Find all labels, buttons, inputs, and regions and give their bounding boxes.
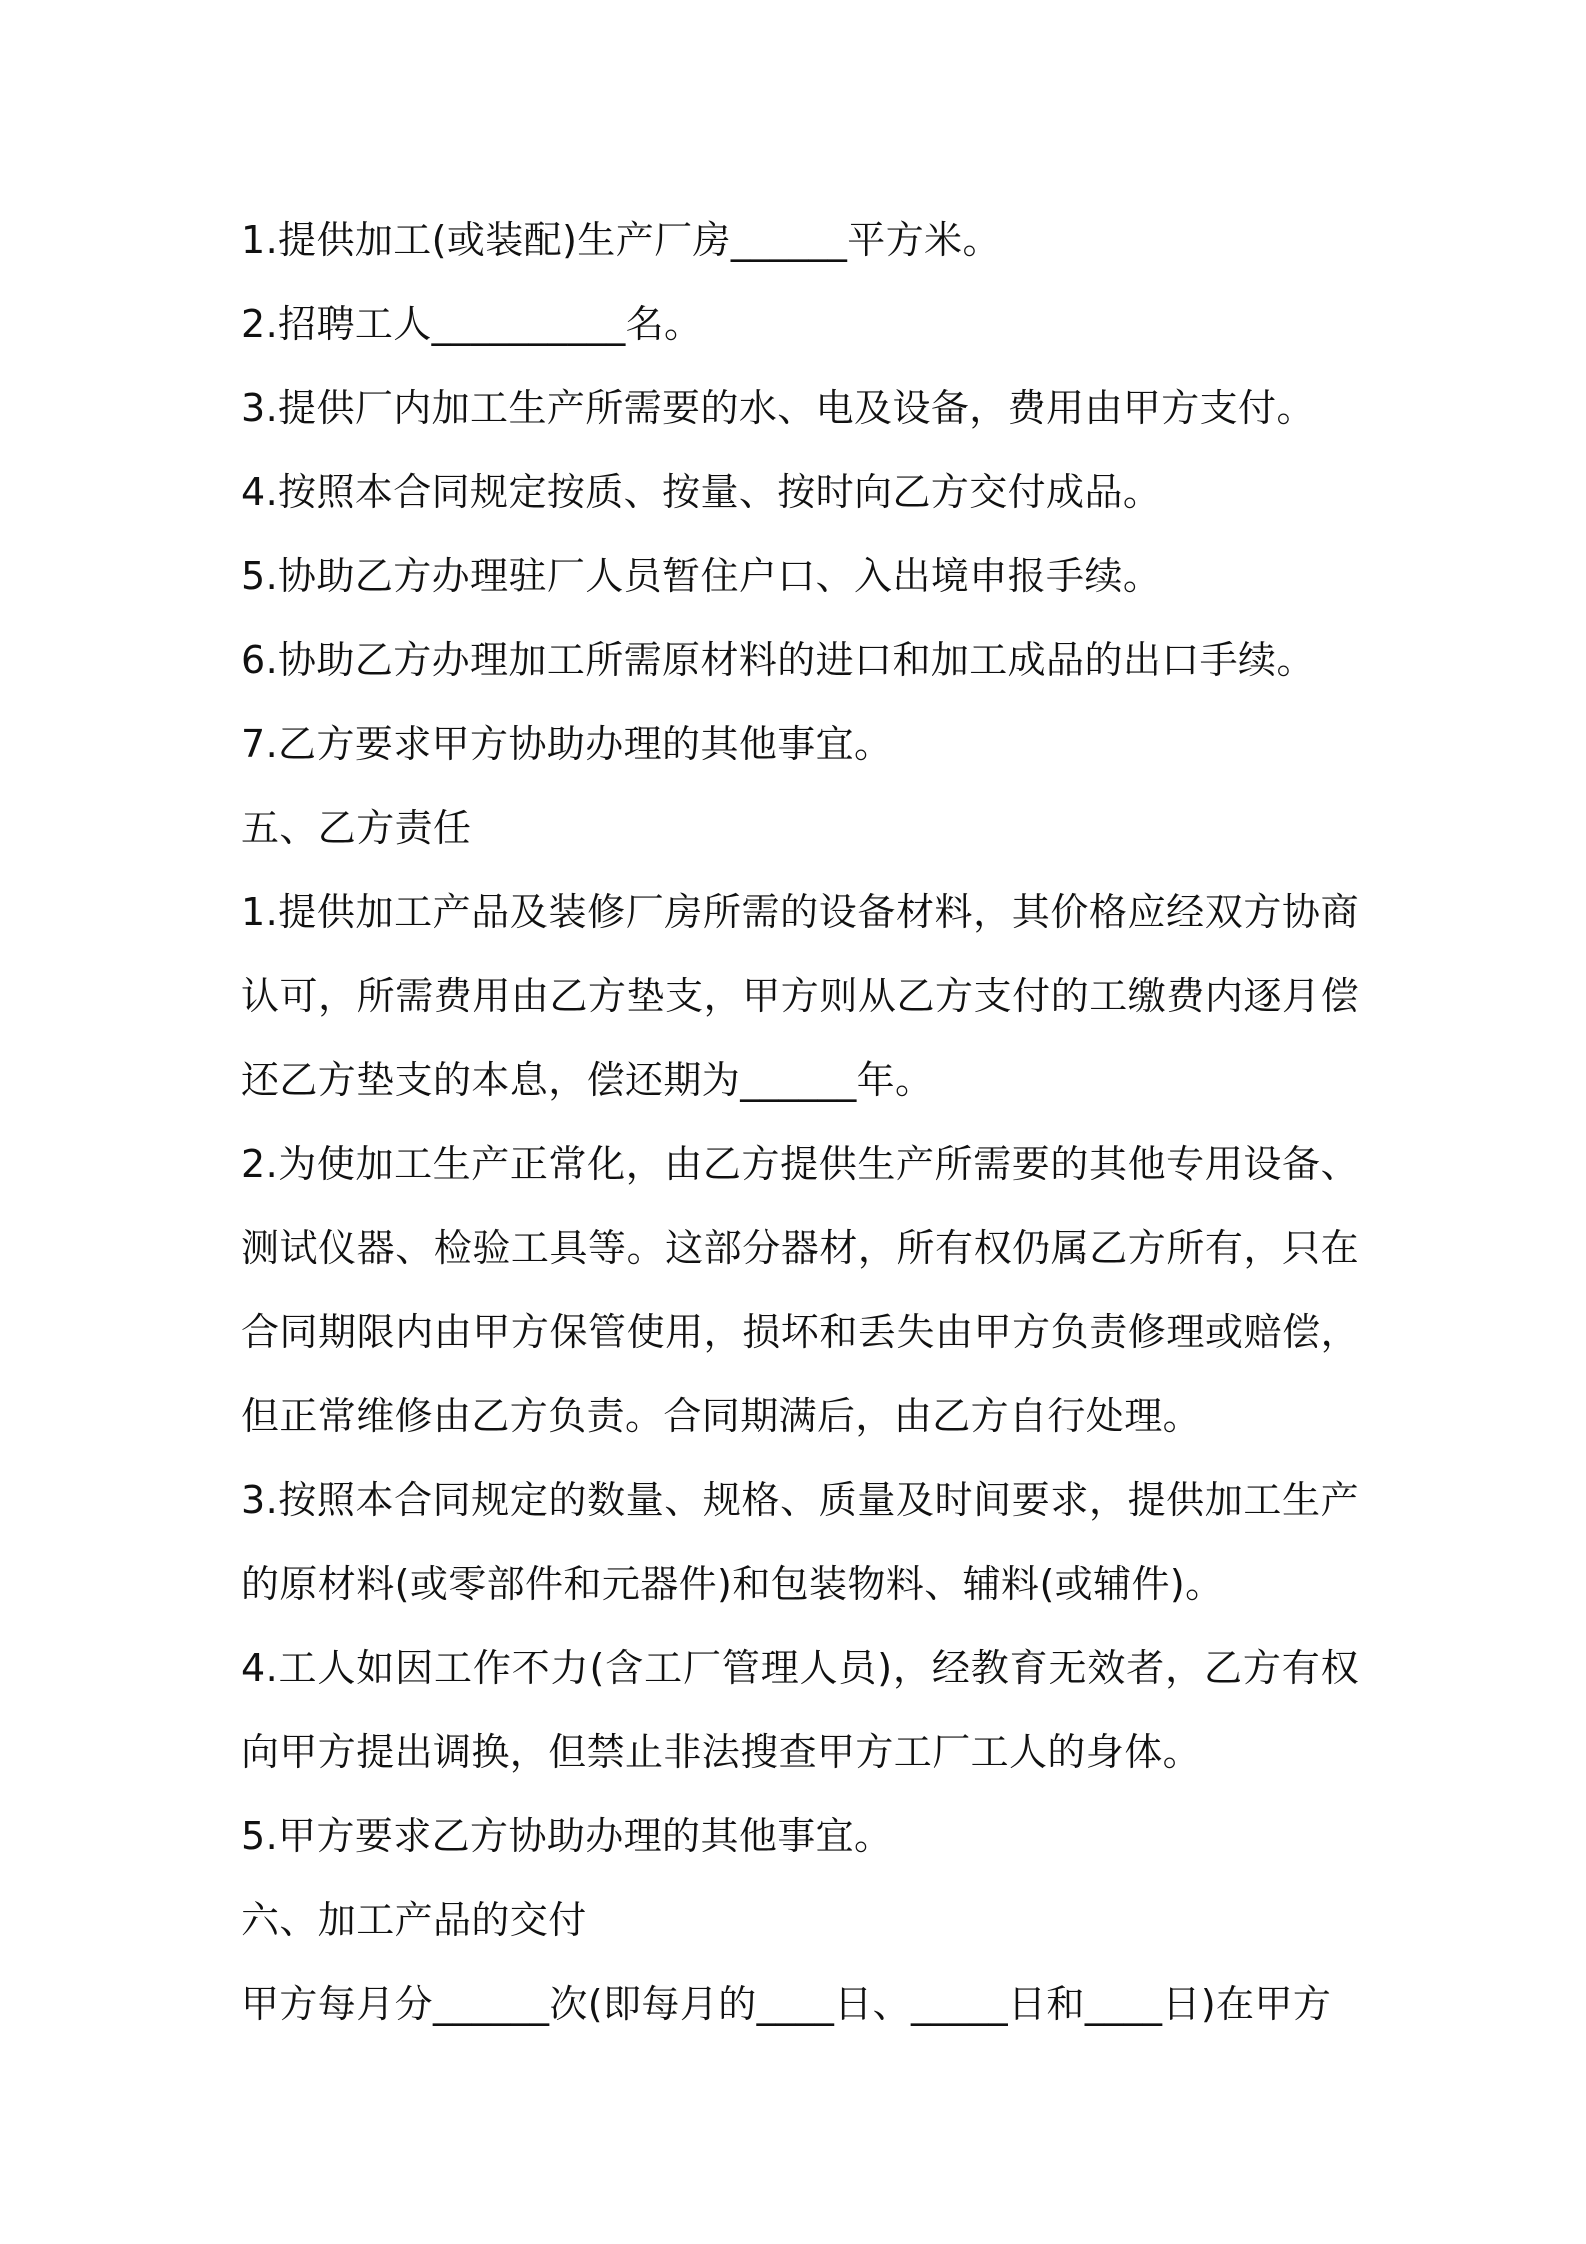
- clause-item-2: 2.招聘工人__________名。: [241, 302, 703, 346]
- delivery-paragraph: 甲方每月分______次(即每月的____日、_____日和____日)在甲方: [241, 1982, 1332, 2026]
- section-heading-delivery: 六、加工产品的交付: [241, 1898, 587, 1942]
- clause-item-6: 6.协助乙方办理加工所需原材料的进口和加工成品的出口手续。: [241, 638, 1315, 682]
- party-b-clause-2: 2.为使加工生产正常化，由乙方提供生产所需要的其他专用设备、测试仪器、检验工具等。这部分器材，所有权仍属乙方所有，只在合同期限内由甲方保管使用，损坏和丢失由甲方负责修理或赔偿，但正常维修由乙方负责。合同期满后，由乙方自行处理。: [241, 1142, 1359, 1438]
- clause-item-3: 3.提供厂内加工生产所需要的水、电及设备，费用由甲方支付。: [241, 386, 1315, 430]
- party-b-clause-4: 4.工人如因工作不力(含工厂管理人员)，经教育无效者，乙方有权向甲方提出调换，但禁止非法搜查甲方工厂工人的身体。: [241, 1646, 1359, 1774]
- party-b-clause-1: 1.提供加工产品及装修厂房所需的设备材料，其价格应经双方协商认可，所需费用由乙方垫支，甲方则从乙方支付的工缴费内逐月偿还乙方垫支的本息，偿还期为______年。: [241, 890, 1359, 1102]
- party-b-clause-5: 5.甲方要求乙方协助办理的其他事宜。: [241, 1814, 893, 1858]
- clause-item-4: 4.按照本合同规定按质、按量、按时向乙方交付成品。: [241, 470, 1162, 514]
- clause-item-5: 5.协助乙方办理驻厂人员暂住户口、入出境申报手续。: [241, 554, 1162, 598]
- clause-item-7: 7.乙方要求甲方协助办理的其他事宜。: [241, 722, 893, 766]
- clause-item-1: 1.提供加工(或装配)生产厂房______平方米。: [241, 218, 1001, 262]
- party-b-clause-3: 3.按照本合同规定的数量、规格、质量及时间要求，提供加工生产的原材料(或零部件和元器件)和包装物料、辅料(或辅件)。: [241, 1478, 1359, 1606]
- section-heading-party-b: 五、乙方责任: [241, 806, 472, 850]
- document-body: [241, 198, 1359, 2046]
